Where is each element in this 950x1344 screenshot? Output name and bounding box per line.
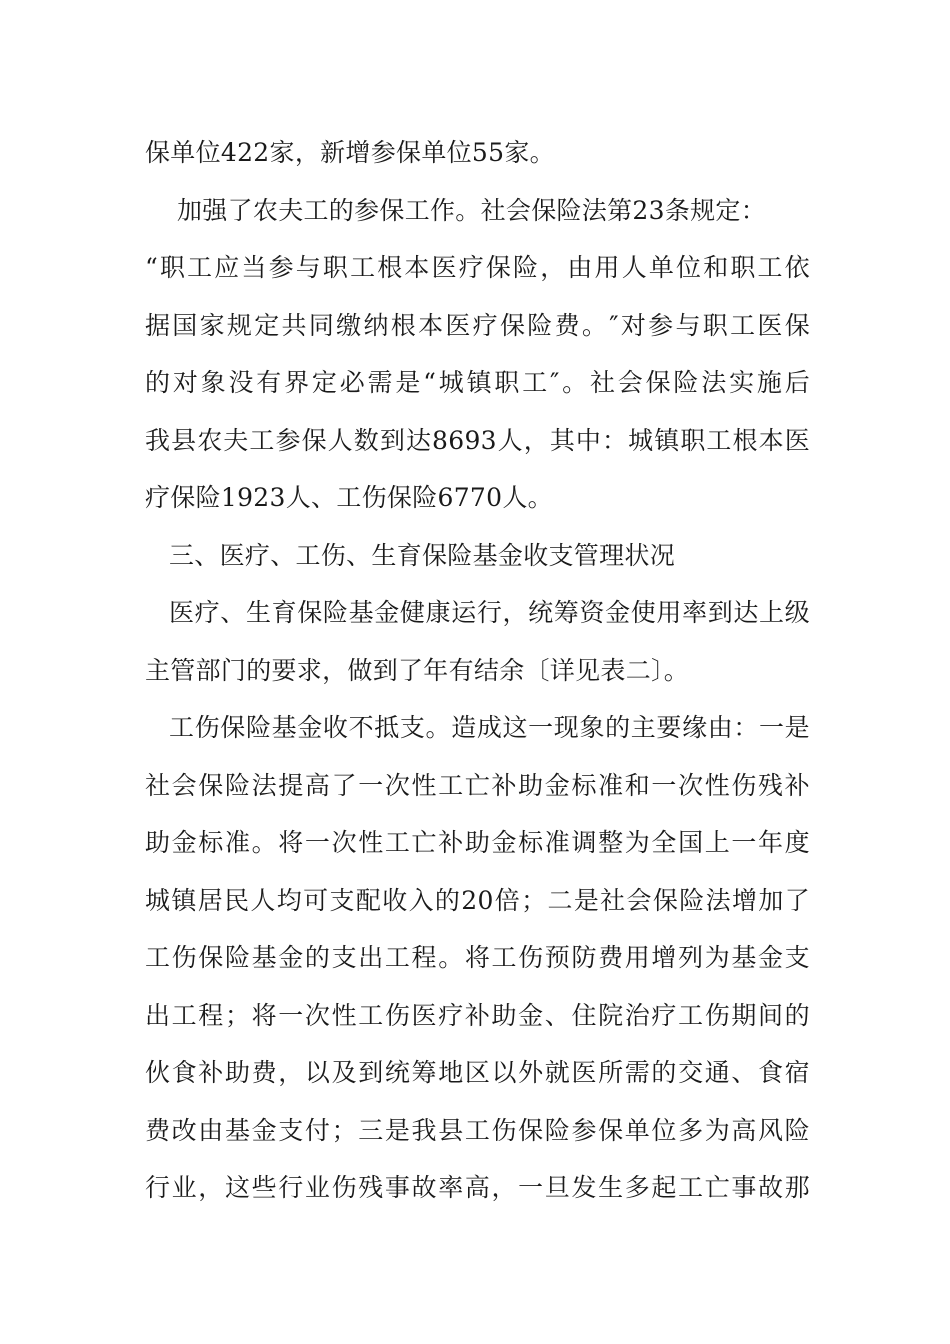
text-line-16: 出工程；将一次性工伤医疗补助金、住院治疗工伤期间的	[145, 1000, 810, 1030]
text-line-18: 费改由基金支付；三是我县工伤保险参保单位多为高风险	[145, 1115, 810, 1145]
text-line-4: 据国家规定共同缴纳根本医疗保险费。″对参与职工医保	[145, 310, 810, 340]
document-body	[145, 124, 810, 1217]
text-line-12: 社会保险法提高了一次性工亡补助金标准和一次性伤残补	[145, 770, 810, 800]
text-line-1: 保单位422家，新增参保单位55家。	[145, 138, 555, 167]
paragraph-participation-heading-line: 加强了农夫工的参保工作。社会保险法第23条规定：	[177, 195, 767, 225]
text-line-6: 我县农夫工参保人数到达8693人，其中：城镇职工根本医	[145, 425, 810, 455]
text-line-9: 医疗、生育保险基金健康运行，统筹资金使用率到达上级	[169, 598, 810, 627]
text-line-19: 行业，这些行业伤残事故率高，一旦发生多起工亡事故那	[145, 1173, 810, 1202]
text-line-13: 助金标准。将一次性工亡补助金标准调整为全国上一年度	[145, 828, 810, 857]
text-line-3: “职工应当参与职工根本医疗保险，由用人单位和职工依	[145, 253, 810, 282]
section-heading: 三、医疗、工伤、生育保险基金收支管理状况	[169, 540, 676, 570]
text-line-14: 城镇居民人均可支配收入的20倍；二是社会保险法增加了	[145, 885, 810, 915]
text-line-7: 疗保险1923人、工伤保险6770人。	[145, 483, 553, 512]
text-line-15: 工伤保险基金的支出工程。将工伤预防费用增列为基金支	[145, 943, 810, 972]
text-line-5: 的对象没有界定必需是“城镇职工″。社会保险法实施后	[145, 368, 810, 397]
text-line-11: 工伤保险基金收不抵支。造成这一现象的主要缘由：一是	[169, 713, 810, 742]
text-line-10: 主管部门的要求，做到了年有结余〔详见表二〕。	[145, 655, 690, 685]
text-line-17: 伙食补助费，以及到统筹地区以外就医所需的交通、食宿	[145, 1058, 810, 1087]
